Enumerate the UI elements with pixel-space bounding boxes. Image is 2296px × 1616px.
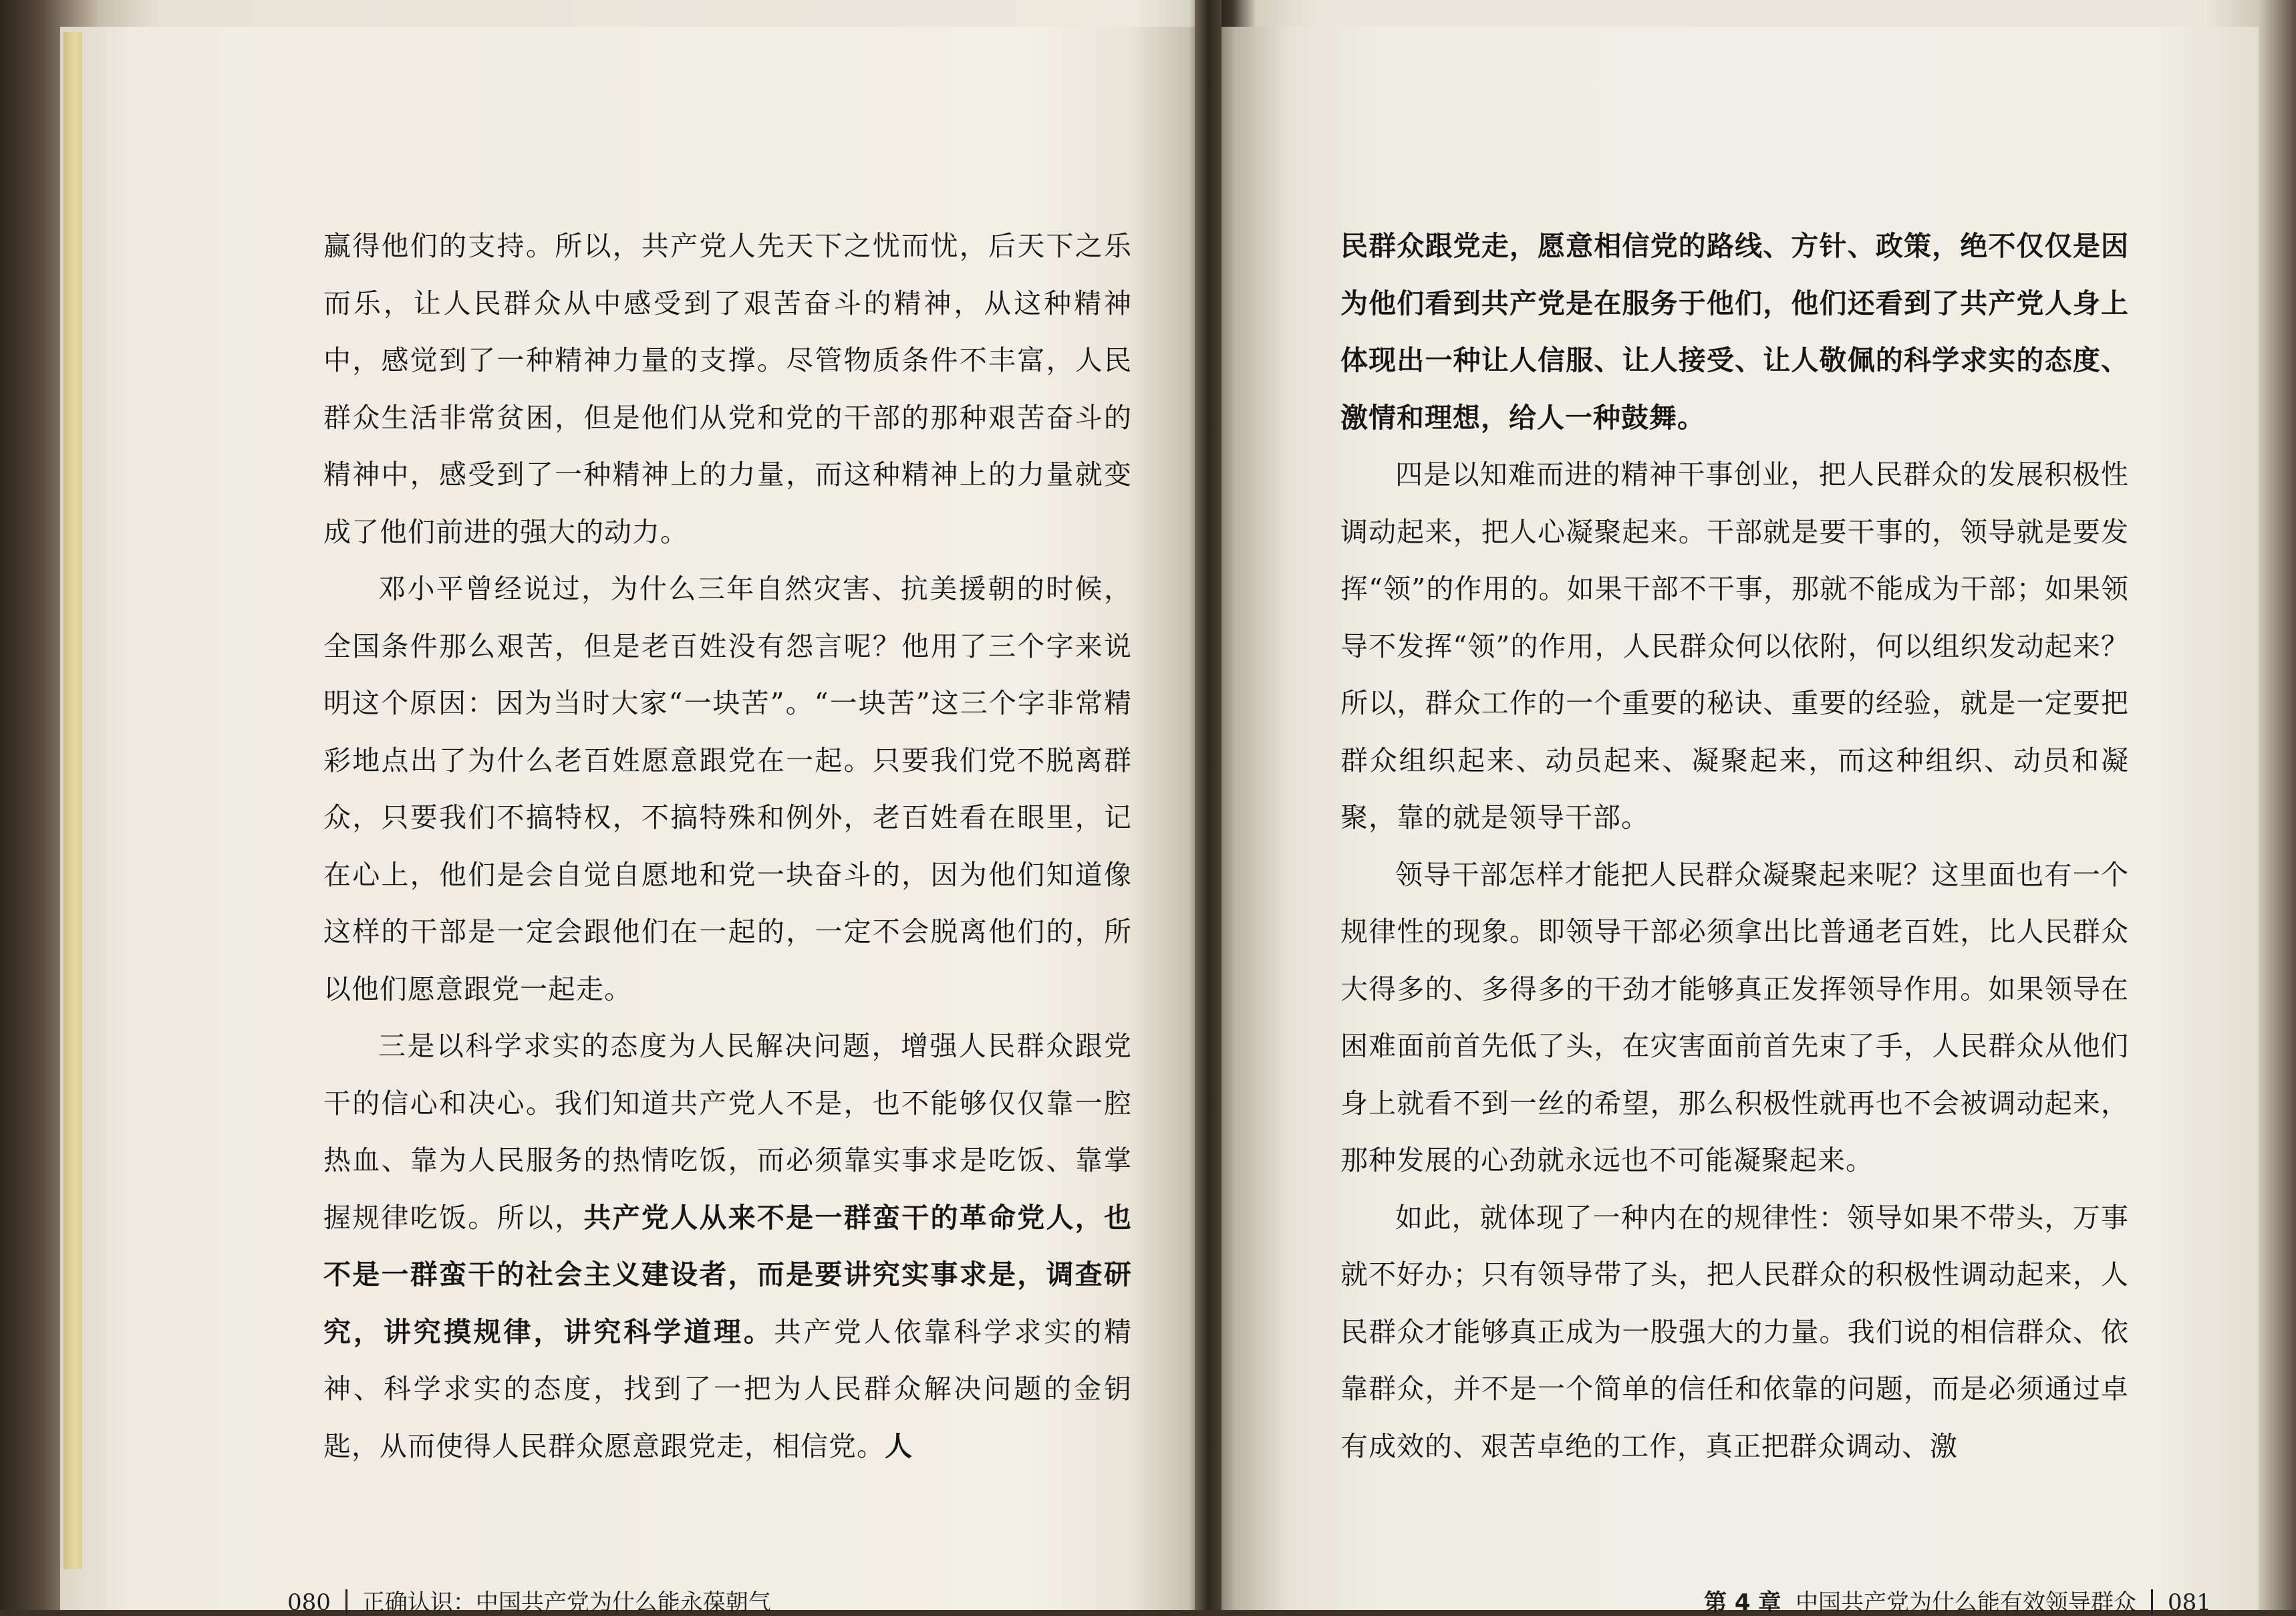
right-paragraph-1 (1340, 218, 2129, 446)
right-paragraph-4 (1340, 1190, 2129, 1476)
text-run: 共产党人依靠科学求实的精神、科学求实的态度，找到了一把为人民群众解决问题的金钥匙，从而使得人民群众愿意跟党走，相信党。 (323, 1315, 1133, 1462)
left-paragraph-1 (323, 218, 1132, 561)
left-running-title: 正确认识：中国共产党为什么能永葆朝气 (362, 1589, 771, 1616)
book-gutter (1195, 0, 1222, 1610)
right-paragraph-2 (1340, 446, 2129, 847)
text-run: 领导干部怎样才能把人民群众凝聚起来呢？这里面也有一个规律性的现象。即领导干部必须拿出比普通老百姓，比人民群众大得多的、多得多的干劲才能够真正发挥领导作用。如果领导在困难面前首先低了头，在灾害面前首先束了手，人民群众从他们身上就看不到一丝的希望，那么积极性就再也不会被调动起来，那种发展的心劲就永远也不可能凝聚起来。 (1340, 858, 2129, 1176)
left-paragraph-2 (323, 561, 1132, 1018)
text-run: 赢得他们的支持。所以，共产党人先天下之忧而忧，后天下之乐而乐，让人民群众从中感受到了艰苦奋斗的精神，从这种精神中，感觉到了一种精神力量的支撑。尽管物质条件不丰富，人民群众生活非常贫困，但是他们从党和党的干部的那种艰苦奋斗的精神中，感受到了一种精神上的力量，而这种精神上的力量就变成了他们前进的强大的动力。 (323, 230, 1132, 548)
left-page-number: 080 (287, 1589, 331, 1616)
text-run: 四是以知难而进的精神干事创业，把人民群众的发展积极性调动起来，把人心凝聚起来。干部就是要干事的，领导就是要发挥“领”的作用的。如果干部不干事，那就不能成为干部；如果领导不发挥“领”的作用，人民群众何以依附，何以组织发动起来？所以，群众工作的一个重要的秘诀、重要的经验，就是一定要把群众组织起来、动员起来、凝聚起来，而这种组织、动员和凝聚，靠的就是领导干部。 (1340, 458, 2129, 833)
right-page-footer (1704, 1589, 2211, 1616)
left-paragraph-3 (323, 1018, 1132, 1475)
text-run: 三是以科学求实的态度为人民解决问题，增强人民群众跟党干的信心和决心。我们知道共产党人不是，也不能够仅仅靠一腔热血、靠为人民服务的热情吃饭，而必须靠实事求是吃饭、靠掌握规律吃饭。所以， (323, 1030, 1132, 1234)
left-page-body (323, 218, 1132, 1475)
footer-divider (2151, 1589, 2153, 1615)
bold-text-run: 共产党人从来不是一群蛮干的革命党人，也不是一群蛮干的社会主义建设者，而是要讲究实事求是，调查研究，讲究摸规律，讲究科学道理。 (323, 1201, 1133, 1348)
chapter-label: 第 4 章 (1704, 1589, 1781, 1616)
page-edge-strip (63, 32, 82, 1569)
right-page-number: 081 (2167, 1589, 2211, 1616)
text-run: 如此，就体现了一种内在的规律性：领导如果不带头，万事就不好办；只有领导带了头，把人民群众的积极性调动起来，人民群众才能够真正成为一股强大的力量。我们说的相信群众、依靠群众，并不是一个简单的信任和依靠的问题，而是必须通过卓有成效的、艰苦卓绝的工作，真正把群众调动、激 (1340, 1201, 2129, 1462)
text-run: 邓小平曾经说过，为什么三年自然灾害、抗美援朝的时候，全国条件那么艰苦，但是老百姓没有怨言呢？他用了三个字来说明这个原因：因为当时大家“一块苦”。“一块苦”这三个字非常精彩地点出了为什么老百姓愿意跟党在一起。只要我们党不脱离群众，只要我们不搞特权，不搞特殊和例外，老百姓看在眼里，记在心上，他们是会自觉自愿地和党一块奋斗的，因为他们知道像这样的干部是一定会跟他们在一起的，一定不会脱离他们的，所以他们愿意跟党一起走。 (323, 573, 1132, 1005)
footer-divider (345, 1589, 347, 1615)
bold-text-run: 民群众跟党走，愿意相信党的路线、方针、政策，绝不仅仅是因为他们看到共产党是在服务于他们，他们还看到了共产党人身上体现出一种让人信服、让人接受、让人敬佩的科学求实的态度、激情和理想，给人一种鼓舞。 (1340, 230, 2129, 434)
right-page-body (1340, 218, 2129, 1475)
right-paragraph-3 (1340, 847, 2129, 1190)
bold-text-run: 人 (885, 1430, 913, 1462)
right-running-title: 中国共产党为什么能有效领导群众 (1795, 1589, 2136, 1616)
left-page-footer (287, 1589, 771, 1616)
